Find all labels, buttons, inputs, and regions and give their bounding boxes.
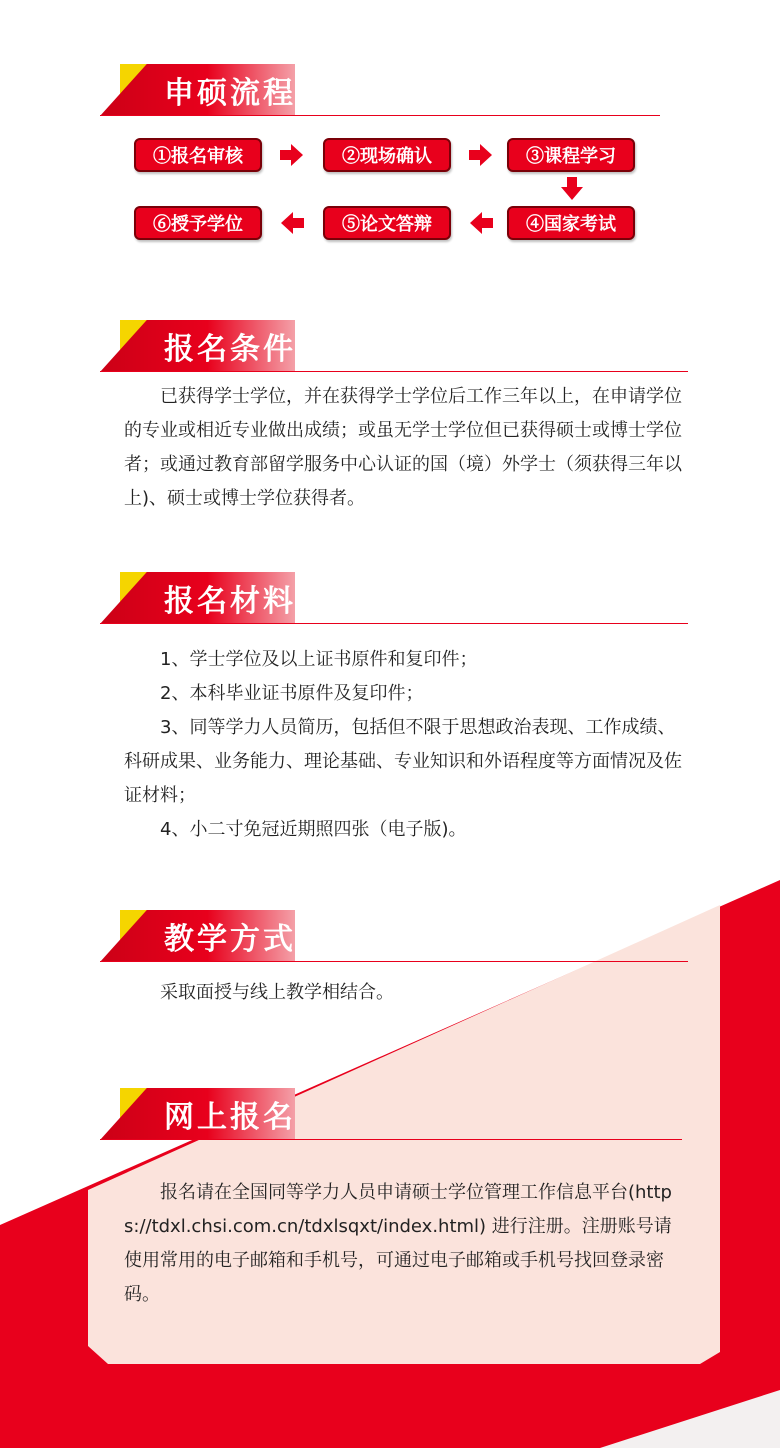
teaching-text: 采取面授与线上教学相结合。 [160,982,394,1003]
divider [100,371,688,372]
flow-step-5: ⑤论文答辩 [323,206,451,240]
list-item: 1、学士学位及以上证书原件和复印件； [160,649,478,670]
section-title: 申硕流程 [164,76,296,111]
flow-step-6: ⑥授予学位 [134,206,262,240]
arrow-left-icon [280,211,304,235]
conditions-text: 已获得学士学位，并在获得学士学位后工作三年以上，在申请学位的专业或相近专业做出成绩；或虽无学士学位但已获得硕士或博士学位者；或通过教育部留学服务中心认证的国（境）外学士（须获得三年以上)、硕士或博士学位获得者。 [124,386,682,509]
flow-step-3: ③课程学习 [507,138,635,172]
divider [100,623,688,624]
section-title: 报名条件 [164,332,296,367]
online-text: 报名请在全国同等学力人员申请硕士学位管理工作信息平台(https://tdxl.chsi.com.cn/tdxlsqxt/index.html) 进行注册。注册账号请使用常用的电子邮箱和手机号，可通过电子邮箱或手机号找回登录密码。 [124,1182,672,1305]
flow-step-4: ④国家考试 [507,206,635,240]
materials-list [124,643,689,847]
section-title: 教学方式 [164,922,296,957]
online-body [124,1176,689,1312]
conditions-body [124,380,689,516]
flow-step-2: ②现场确认 [323,138,451,172]
divider [100,1139,682,1140]
list-item: 4、小二寸免冠近期照四张（电子版)。 [160,819,467,840]
arrow-down-icon [560,177,584,201]
arrow-left-icon [469,211,493,235]
flow-step-1: ①报名审核 [134,138,262,172]
divider [100,115,660,116]
divider [100,961,688,962]
arrow-right-icon [280,143,304,167]
list-item: 2、本科毕业证书原件及复印件； [160,683,424,704]
teaching-body [124,976,689,1010]
list-item: 3、同等学力人员简历，包括但不限于思想政治表现、工作成绩、科研成果、业务能力、理论基础、专业知识和外语程度等方面情况及佐证材料； [124,717,682,806]
section-title: 网上报名 [164,1100,296,1135]
arrow-right-icon [469,143,493,167]
section-title: 报名材料 [164,584,296,619]
